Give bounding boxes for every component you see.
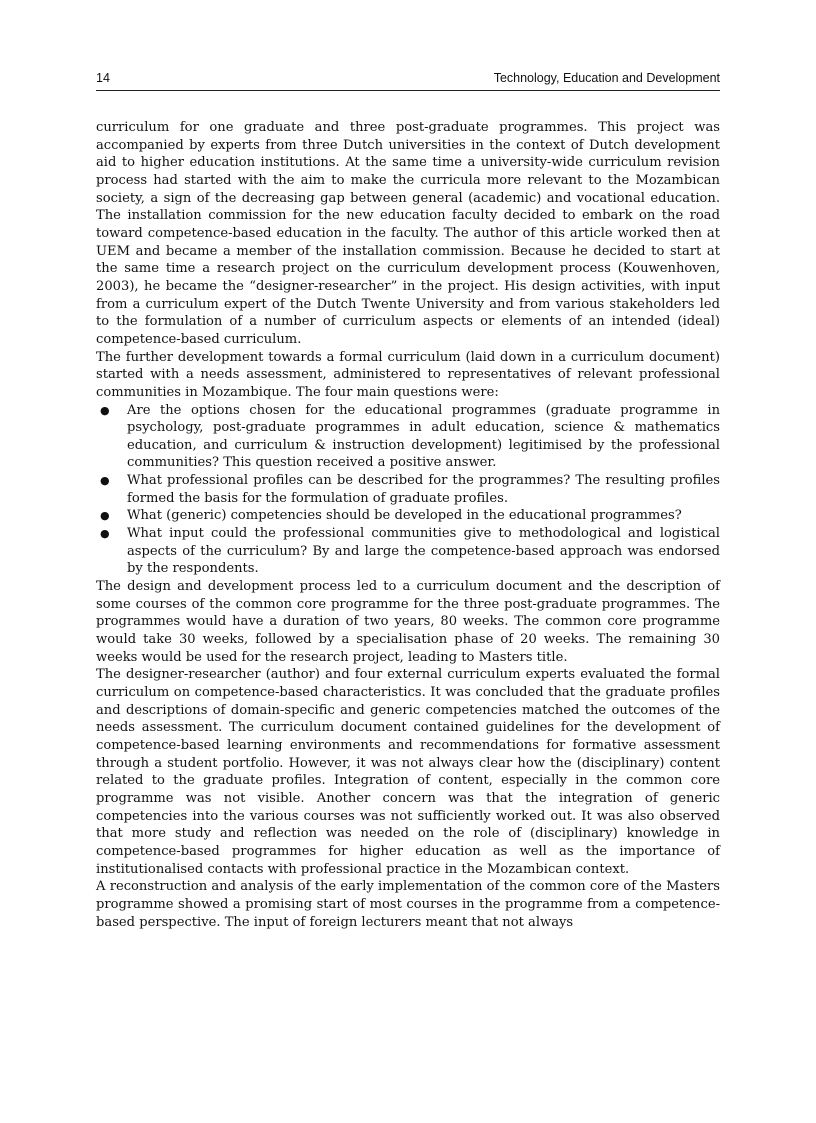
page-header: [96, 70, 720, 91]
page-number: 14: [96, 71, 110, 85]
paragraph: The further development towards a formal curriculum (laid down in a curriculum document) started with a needs assessment, administered to representatives of relevant professional communities in Mozambique. The four main questions were:: [96, 349, 720, 400]
bullet-list: [96, 402, 720, 579]
list-item-text: What (generic) competencies should be developed in the educational programmes?: [127, 508, 682, 524]
paragraph: The design and development process led to a curriculum document and the description of some courses of the common core programme for the three post-graduate programmes. The programmes would have a duration of two years, 80 weeks. The common core programme would take 30 weeks, followed by a specialisation phase of 20 weeks. The remaining 30 weeks would be used for the research project, leading to Masters title.: [96, 579, 720, 665]
list-item-text: What professional profiles can be described for the programmes? The resulting profiles formed the basis for the formulation of graduate profiles.: [127, 473, 720, 506]
body-text: [96, 119, 720, 931]
paragraph: The designer-researcher (author) and four external curriculum experts evaluated the formal curriculum on competence-based characteristics. It was concluded that the graduate profiles and descriptions of domain-specific and generic competencies matched the outcomes of the needs assessment. The curriculum document contained guidelines for the development of competence-based learning environments and recommendations for formative assessment through a student portfolio. However, it was not always clear how the (disciplinary) content related to the graduate profiles. Integration of content, especially in the common core programme was not visible. Another concern was that the integration of generic competencies into the various courses was not sufficiently worked out. It was also observed that more study and reflection was needed on the role of (disciplinary) knowledge in competence-based programmes for higher education as well as the importance of institutionalised contacts with professional practice in the Mozambican context.: [96, 667, 720, 877]
paragraph: curriculum for one graduate and three post-graduate programmes. This project was accompanied by experts from three Dutch universities in the context of Dutch development aid to higher education institutions. At the same time a university-wide curriculum revision process had started with the aim to make the curricula more relevant to the Mozambican society, a sign of the decreasing gap between general (academic) and vocational education. The installation commission for the new education faculty decided to embark on the road toward competence-based education in the faculty. The author of this article worked then at UEM and became a member of the installation commission. Because he decided to start at the same time a research project on the curriculum development process (Kouwenhoven, 2003), he became the “designer-researcher” in the project. His design activities, with input from a curriculum expert of the Dutch Twente University and from various stakeholders led to the formulation of a number of curriculum aspects or elements of an intended (ideal) competence-based curriculum.: [96, 120, 720, 347]
paragraph: A reconstruction and analysis of the early implementation of the common core of the Masters programme showed a promising start of most courses in the programme from a competence-based perspective. The input of foreign lecturers meant that not always: [96, 879, 720, 930]
bullet-icon: ●: [100, 527, 110, 541]
bullet-icon: ●: [100, 509, 110, 523]
list-item: [96, 507, 720, 525]
list-item-text: What input could the professional communities give to methodological and logistical aspects of the curriculum? By and large the competence-based approach was endorsed by the respondents.: [127, 526, 720, 577]
list-item-text: Are the options chosen for the educational programmes (graduate programme in psychology, post-graduate programmes in adult education, science & mathematics education, and curriculum & instruction development) legitimised by the professional communities? This question received a positive answer.: [127, 402, 720, 471]
bullet-icon: ●: [100, 474, 110, 488]
bullet-icon: ●: [100, 403, 110, 417]
running-title: Technology, Education and Development: [493, 71, 720, 85]
list-item: [96, 525, 720, 578]
list-item: [96, 402, 720, 473]
list-item: [96, 472, 720, 507]
